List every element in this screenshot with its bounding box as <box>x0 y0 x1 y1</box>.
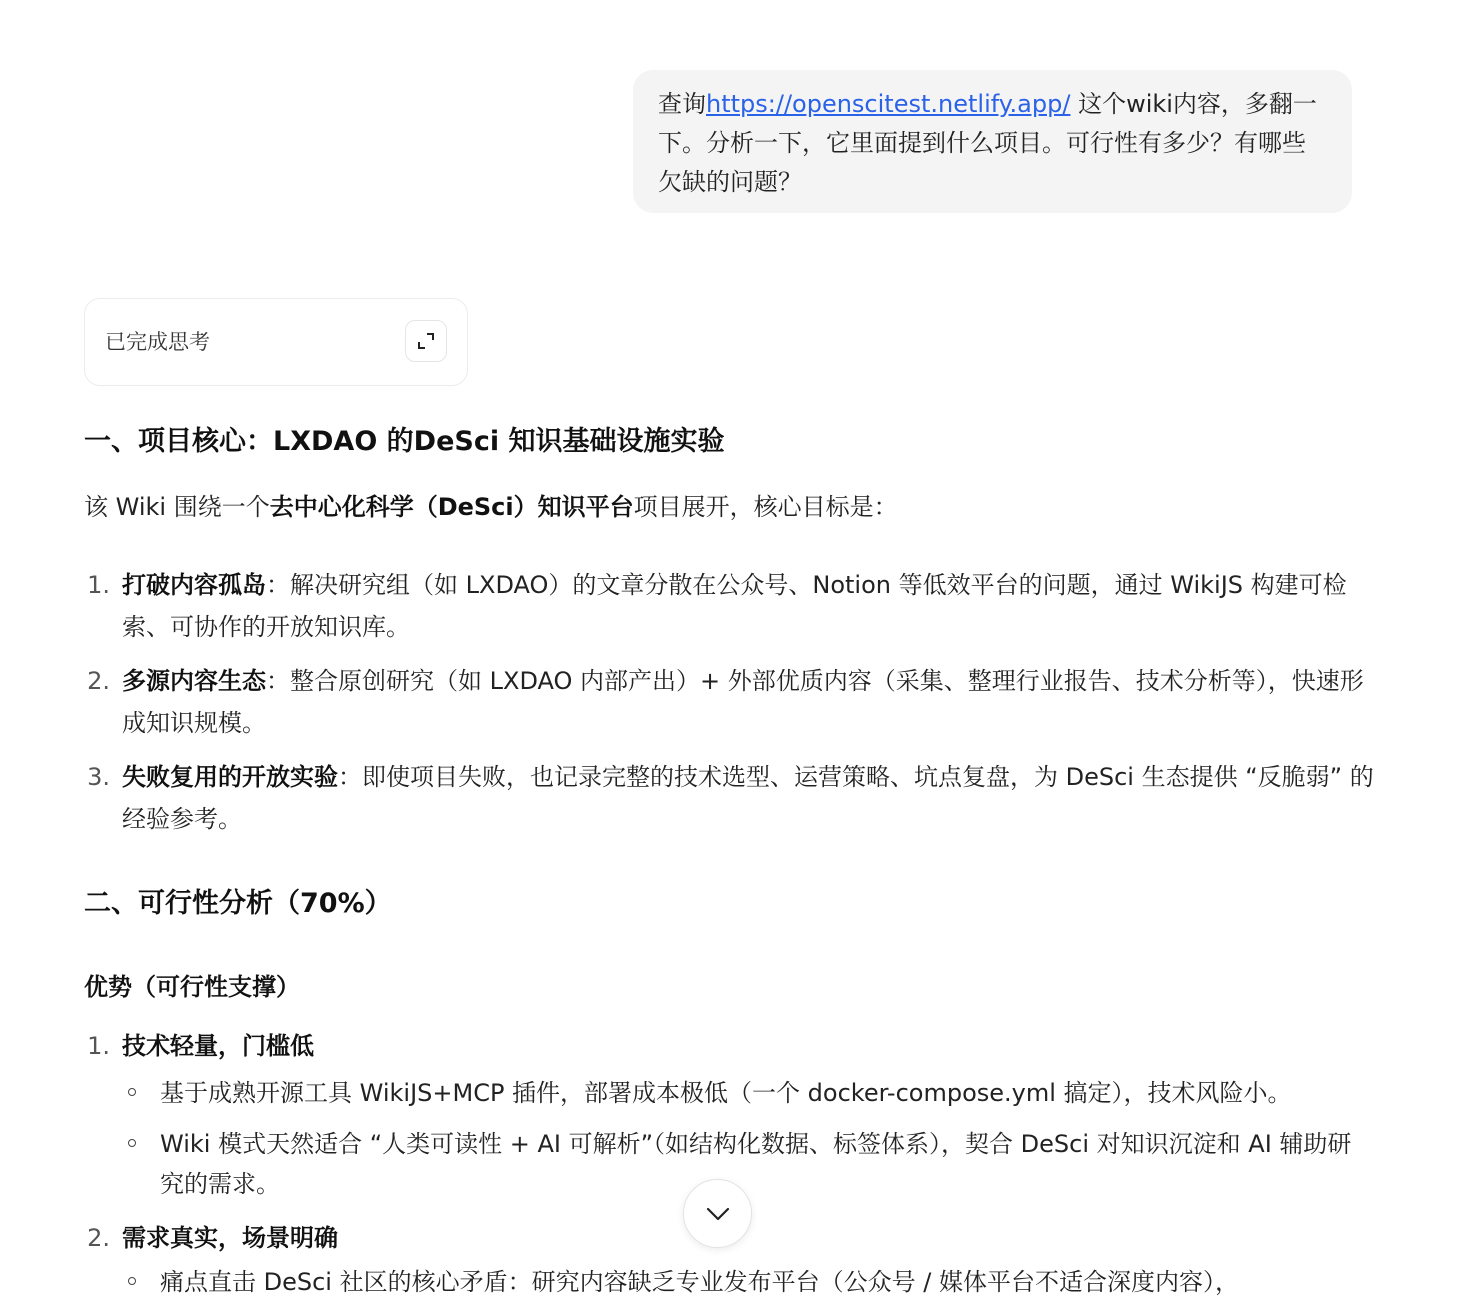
section-2-subtitle: 优势（可行性支撑） <box>84 973 300 1001</box>
bullet-icon <box>128 1277 136 1285</box>
wiki-link[interactable]: https://openscitest.netlify.app/ <box>706 90 1071 118</box>
user-message-bubble <box>633 70 1352 213</box>
user-message-text: 这个wiki内容，多翻一下。分析一下，它里面提到什么项目。可行性有多少？有哪些欠缺的问题？ <box>658 90 1317 196</box>
section-2-title: 二、可行性分析（70%） <box>84 888 392 919</box>
intro-bold-text: 去中心化科学（DeSci）知识平台 <box>269 493 634 521</box>
expand-thinking-button[interactable] <box>405 320 447 362</box>
section-1-title: 一、项目核心：LXDAO 的DeSci 知识基础设施实验 <box>84 426 725 457</box>
section-1-intro: 该 Wiki 围绕一个去中心化科学（DeSci）知识平台项目展开，核心目标是： <box>84 493 898 521</box>
user-message-prefix: 查询 <box>658 90 706 118</box>
scroll-to-bottom-button[interactable] <box>683 1179 752 1248</box>
thinking-panel[interactable] <box>84 298 468 386</box>
chevron-down-icon <box>706 1204 730 1224</box>
expand-icon <box>416 331 436 351</box>
bullet-icon <box>128 1088 136 1096</box>
thinking-label: 已完成思考 <box>105 330 210 354</box>
bullet-icon <box>128 1139 136 1147</box>
